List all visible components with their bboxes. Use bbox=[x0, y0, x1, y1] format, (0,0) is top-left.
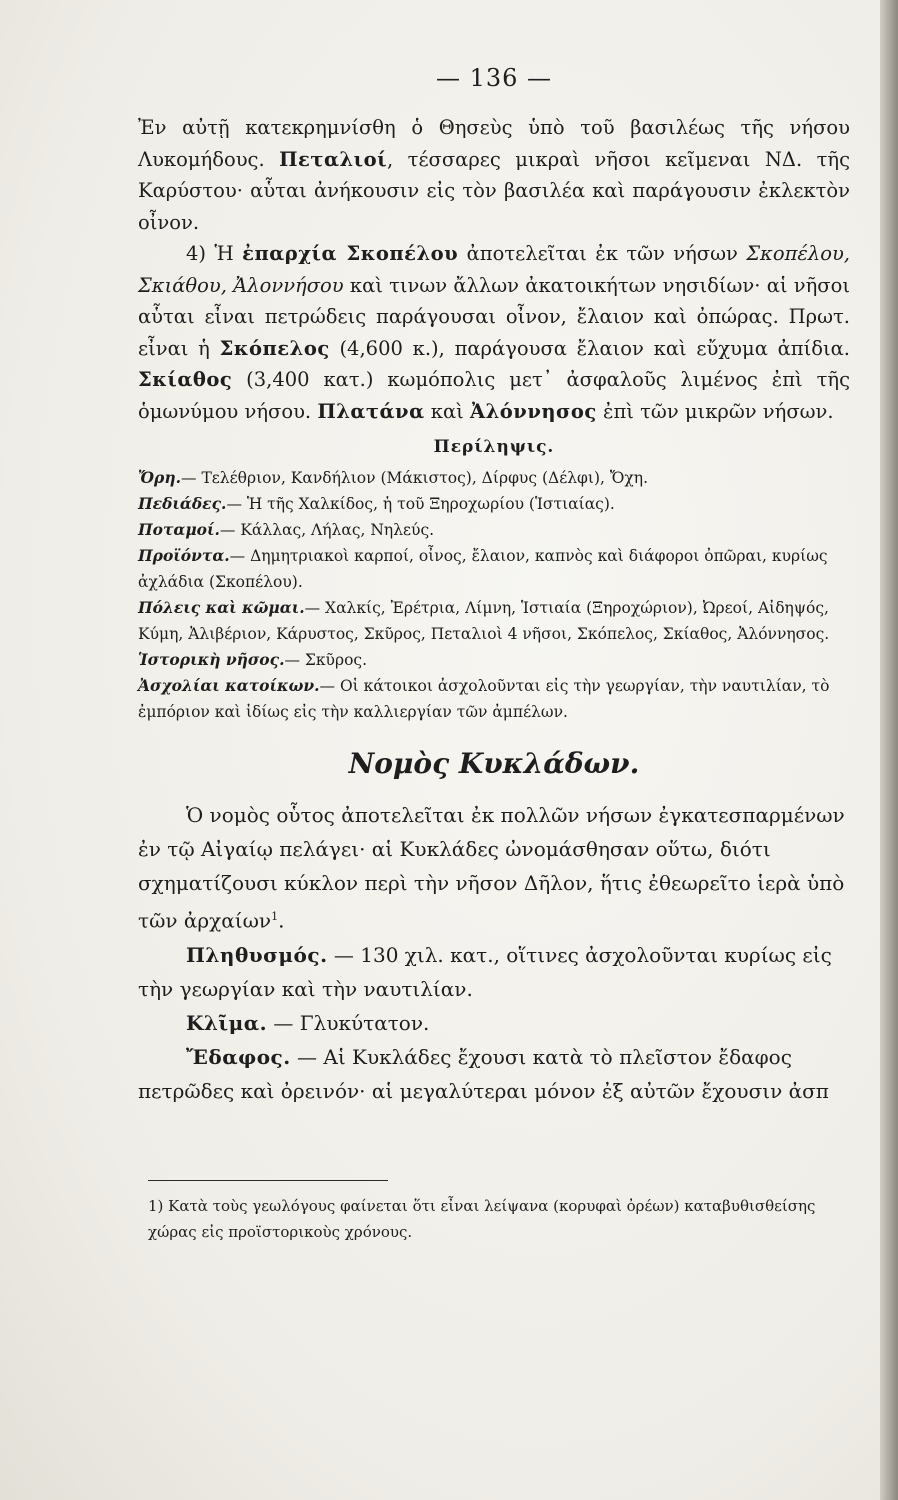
text-run: 4) Ἡ bbox=[186, 242, 243, 265]
bold-term-skopelos: Σκόπελος bbox=[219, 336, 330, 360]
text-run: ἐπὶ τῶν μικρῶν νήσων. bbox=[596, 399, 834, 423]
paragraph-climate bbox=[138, 1006, 850, 1040]
text-run: καὶ bbox=[424, 399, 470, 423]
summary-text: — Ἡ τῆς Χαλκίδος, ἡ τοῦ Ξηροχωρίου (Ἱστιαίας). bbox=[226, 495, 615, 513]
text-run: (3,400 κατ.) κωμόπολις μετ᾽ ἀσφαλοῦς λιμένος ἐπὶ τῆς ὁμωνύμου νήσου. bbox=[138, 368, 850, 423]
footnote-divider bbox=[148, 1180, 388, 1181]
summary-item bbox=[138, 673, 850, 725]
summary-text: — Τελέθριον, Κανδήλιον (Μάκιστος), Δίρφυς (Δέλφι), Ὄχη. bbox=[181, 469, 649, 487]
text-run: . bbox=[278, 908, 285, 933]
summary-item bbox=[138, 517, 850, 543]
summary-label: Ἀσχολίαι κατοίκων. bbox=[138, 676, 320, 695]
italic-islands: Σκοπέλου, Σκιάθου, Ἀλοννήσου bbox=[138, 242, 850, 297]
summary-label: Ἱστορικὴ νῆσος. bbox=[138, 650, 285, 669]
summary-label: Πεδιάδες. bbox=[138, 494, 227, 513]
summary-text: — Χαλκίς, Ἐρέτρια, Λίμνη, Ἱστιαία (Ξηροχώριον), Ὠρεοί, Αἰδηψός, Κύμη, Ἀλιβέριον, Κάρυστος, Σκῦρος, Πεταλιοὶ 4 νῆσοι, Σκόπελος, Σκίαθος, Ἀλόννησος. bbox=[138, 599, 830, 643]
paragraph-eparchia-skopelou bbox=[138, 238, 850, 427]
summary-text: — Οἱ κάτοικοι ἀσχολοῦνται εἰς τὴν γεωργίαν, τὴν ναυτιλίαν, τὸ ἐμπόριον καὶ ἰδίως εἰς τὴν καλλιεργίαν τῶν ἀμπέλων. bbox=[138, 677, 830, 721]
summary-text: — Σκῦρος. bbox=[284, 651, 368, 669]
section-title-kyklades: Νομὸς Κυκλάδων. bbox=[348, 747, 640, 780]
summary-label: Ποταμοί. bbox=[138, 520, 220, 539]
text-run: — Γλυκύτατον. bbox=[267, 1010, 430, 1035]
summary-label: Προϊόντα. bbox=[138, 546, 230, 565]
bold-term-alonnisos: Ἀλόννησος bbox=[470, 399, 597, 423]
text-run: ἀποτελεῖται ἐκ τῶν νήσων bbox=[458, 242, 747, 265]
book-spine-shadow bbox=[880, 0, 898, 1500]
paragraph-skyros bbox=[138, 112, 850, 238]
summary-item bbox=[138, 543, 850, 595]
summary-text: — Κάλλας, Λήλας, Νηλεύς. bbox=[219, 521, 435, 539]
text-run: — 130 χιλ. κατ., οἵτινες ἀσχολοῦνται κυρίως εἰς τὴν γεωργίαν καὶ τὴν ναυτιλίαν. bbox=[138, 942, 832, 1001]
summary-item bbox=[138, 465, 850, 491]
bold-term-petalioi: Πεταλιοί bbox=[279, 147, 388, 171]
bold-term-platana: Πλατάνα bbox=[317, 399, 425, 423]
text-run: , τέσσαρες μικραὶ νῆσοι κεῖμεναι ΝΔ. τῆς Καρύστου· αὗται ἀνήκουσιν εἰς τὸν βασιλέα καὶ παράγουσιν ἐκλεκτὸν οἶνον. bbox=[138, 147, 850, 234]
text-run: Ἐν αὐτῇ κατεκρημνίσθη ὁ Θησεὺς ὑπὸ τοῦ βασιλέως τῆς νήσου Λυκομήδους. bbox=[138, 116, 850, 171]
summary-heading: Περίληψις. bbox=[433, 437, 555, 457]
bold-term-skiathos: Σκίαθος bbox=[138, 368, 233, 391]
summary-list bbox=[138, 465, 850, 725]
summary-item bbox=[138, 491, 850, 517]
paragraph-population bbox=[138, 938, 850, 1006]
summary-item bbox=[138, 595, 850, 647]
text-run: — Αἱ Κυκλάδες ἔχουσι κατὰ τὸ πλεῖστον ἔδαφος πετρῶδες καὶ ὀρεινόν· αἱ μεγαλύτεραι μόνον ἐξ αὐτῶν ἔχουσιν ἀσπ bbox=[138, 1044, 829, 1103]
text-run: καὶ τινων ἄλλων ἀκατοικήτων νησιδίων· αἱ νῆσοι αὗται εἶναι πετρώδεις παράγουσαι οἶνον, ἔλαιον καὶ ὀπώρας. Πρωτ. εἶναι ἡ bbox=[138, 273, 850, 360]
bold-term-population: Πληθυσμός. bbox=[186, 942, 328, 967]
paragraph-kyklades-intro bbox=[138, 798, 850, 938]
summary-item bbox=[138, 647, 850, 673]
text-run: (4,600 κ.), παράγουσα ἔλαιον καὶ εὔχυμα ἀπίδια. bbox=[329, 336, 850, 360]
bold-term-climate: Κλῖμα. bbox=[186, 1010, 268, 1035]
summary-text: — Δημητριακοὶ καρποί, οἶνος, ἔλαιον, καπνὸς καὶ διάφοροι ὀπῶραι, κυρίως ἀχλάδια (Σκοπέλου). bbox=[138, 547, 828, 591]
text-run: Ὁ νομὸς οὗτος ἀποτελεῖται ἐκ πολλῶν νήσων ἐγκατεσπαρμένων ἐν τῷ Αἰγαίῳ πελάγει· αἱ Κυκλάδες ὠνομάσθησαν οὕτω, διότι σχηματίζουσι κύκλον περὶ τὴν νῆσον Δῆλον, ἥτις ἐθεωρεῖτο ἱερὰ ὑπὸ τῶν ἀρχαίων bbox=[138, 803, 845, 933]
paragraph-terrain bbox=[138, 1040, 850, 1108]
summary-label: Ὄρη. bbox=[138, 468, 182, 487]
summary-label: Πόλεις καὶ κῶμαι. bbox=[138, 598, 305, 617]
page-number: — 136 — bbox=[435, 64, 553, 92]
footnote-marker: 1 bbox=[271, 910, 279, 923]
footnote: 1) Κατὰ τοὺς γεωλόγους φαίνεται ὅτι εἶναι λείψανα (κορυφαὶ ὀρέων) καταβυθισθείσης χώρας εἰς προϊστορικοὺς χρόνους. bbox=[148, 1196, 816, 1241]
bold-term-eparchia: ἐπαρχία Σκοπέλου bbox=[242, 242, 459, 265]
bold-term-terrain: Ἔδαφος. bbox=[186, 1044, 291, 1069]
